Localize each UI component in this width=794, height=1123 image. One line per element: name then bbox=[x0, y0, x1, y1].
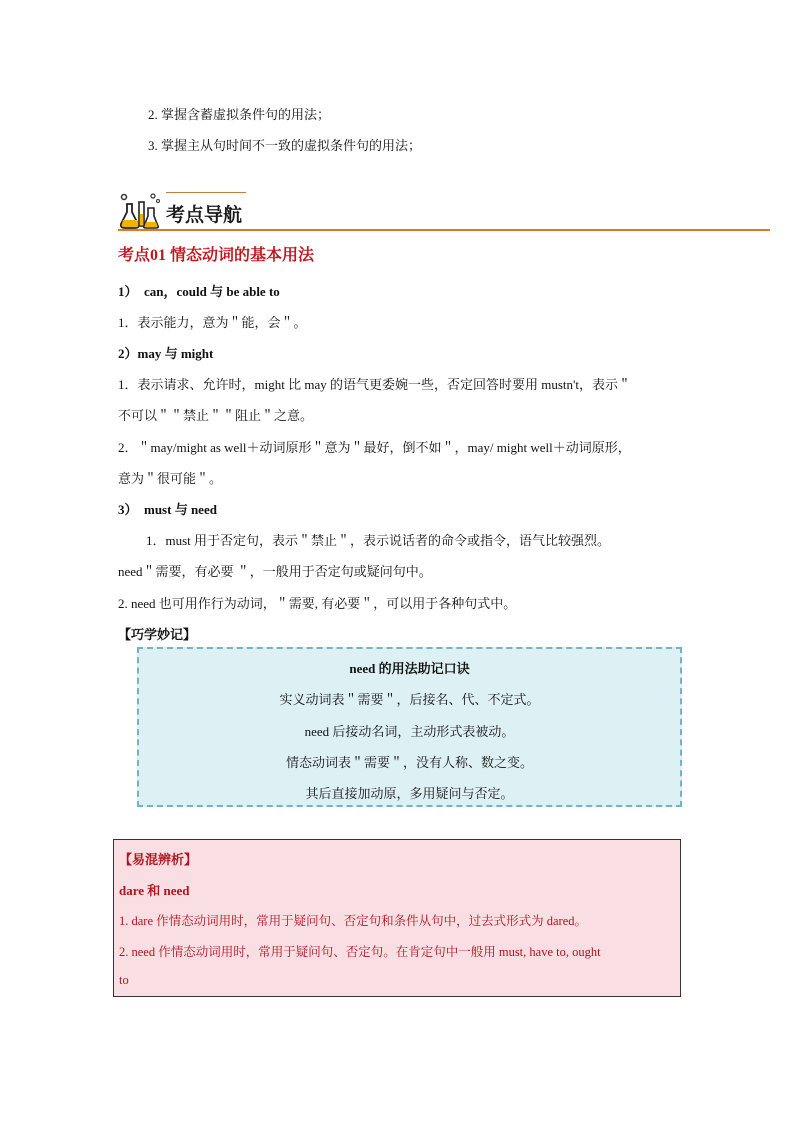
mnemonic-line: 情态动词表＂需要＂，没有人称、数之变。 bbox=[285, 755, 533, 770]
nav-divider bbox=[118, 229, 770, 231]
confusion-label: 【易混辨析】 bbox=[119, 852, 198, 867]
paragraph: 意为＂很可能＂。 bbox=[118, 471, 223, 486]
mnemonic-line: need 后接动名词，主动形式表被动。 bbox=[304, 724, 515, 739]
paragraph: need＂需要，有必要 ＂，一般用于否定句或疑问句中。 bbox=[118, 564, 432, 579]
heading-may-might: 2）may 与 might bbox=[118, 346, 214, 361]
paragraph: 1．表示请求、允许时，might 比 may 的语气更委婉一些，否定回答时要用 mustn't，表示＂ bbox=[118, 377, 631, 392]
confusion-line: 1. dare 作情态动词用时，常用于疑问句、否定句和条件从句中，过去式形式为 dared。 bbox=[119, 914, 588, 928]
paragraph: 不可以＂＂禁止＂＂阻止＂之意。 bbox=[118, 408, 314, 423]
confusion-box bbox=[113, 839, 681, 997]
confusion-line: 2. need 作情态动词用时，常用于疑问句、否定句。在肯定句中一般用 must, have to, ought bbox=[119, 945, 601, 959]
paragraph: 2．＂may/might as well＋动词原形＂意为＂最好，倒不如＂，may/ might well＋动词原形， bbox=[118, 440, 631, 455]
mnemonic-title: need 的用法助记口诀 bbox=[349, 661, 470, 676]
confusion-line: to bbox=[119, 973, 129, 987]
tip-label: 【巧学妙记】 bbox=[118, 627, 197, 642]
nav-title: 考点导航 bbox=[166, 205, 243, 226]
paragraph: 1．must 用于否定句，表示＂禁止＂，表示说话者的命令或指令，语气比较强烈。 bbox=[146, 533, 611, 548]
mnemonic-line: 其后直接加动原，多用疑问与否定。 bbox=[305, 786, 514, 801]
heading-can-could: 1） can，could 与 be able to bbox=[118, 284, 280, 299]
objective-2: 2. 掌握含蓄虚拟条件句的用法； bbox=[148, 107, 331, 122]
objective-3: 3. 掌握主从句时间不一致的虚拟条件句的用法； bbox=[148, 138, 422, 153]
section-title: 考点01 情态动词的基本用法 bbox=[118, 247, 315, 264]
lab-flask-icon bbox=[118, 190, 162, 230]
heading-must-need: 3） must 与 need bbox=[118, 502, 217, 517]
mnemonic-line: 实义动词表＂需要＂，后接名、代、不定式。 bbox=[279, 692, 540, 707]
confusion-title: dare 和 need bbox=[119, 883, 190, 898]
mnemonic-box bbox=[137, 647, 682, 807]
nav-title-rule bbox=[166, 192, 246, 193]
paragraph: 1．表示能力，意为＂能，会＂。 bbox=[118, 315, 307, 330]
paragraph: 2. need 也可用作行为动词，＂需要, 有必要＂，可以用于各种句式中。 bbox=[118, 596, 517, 611]
